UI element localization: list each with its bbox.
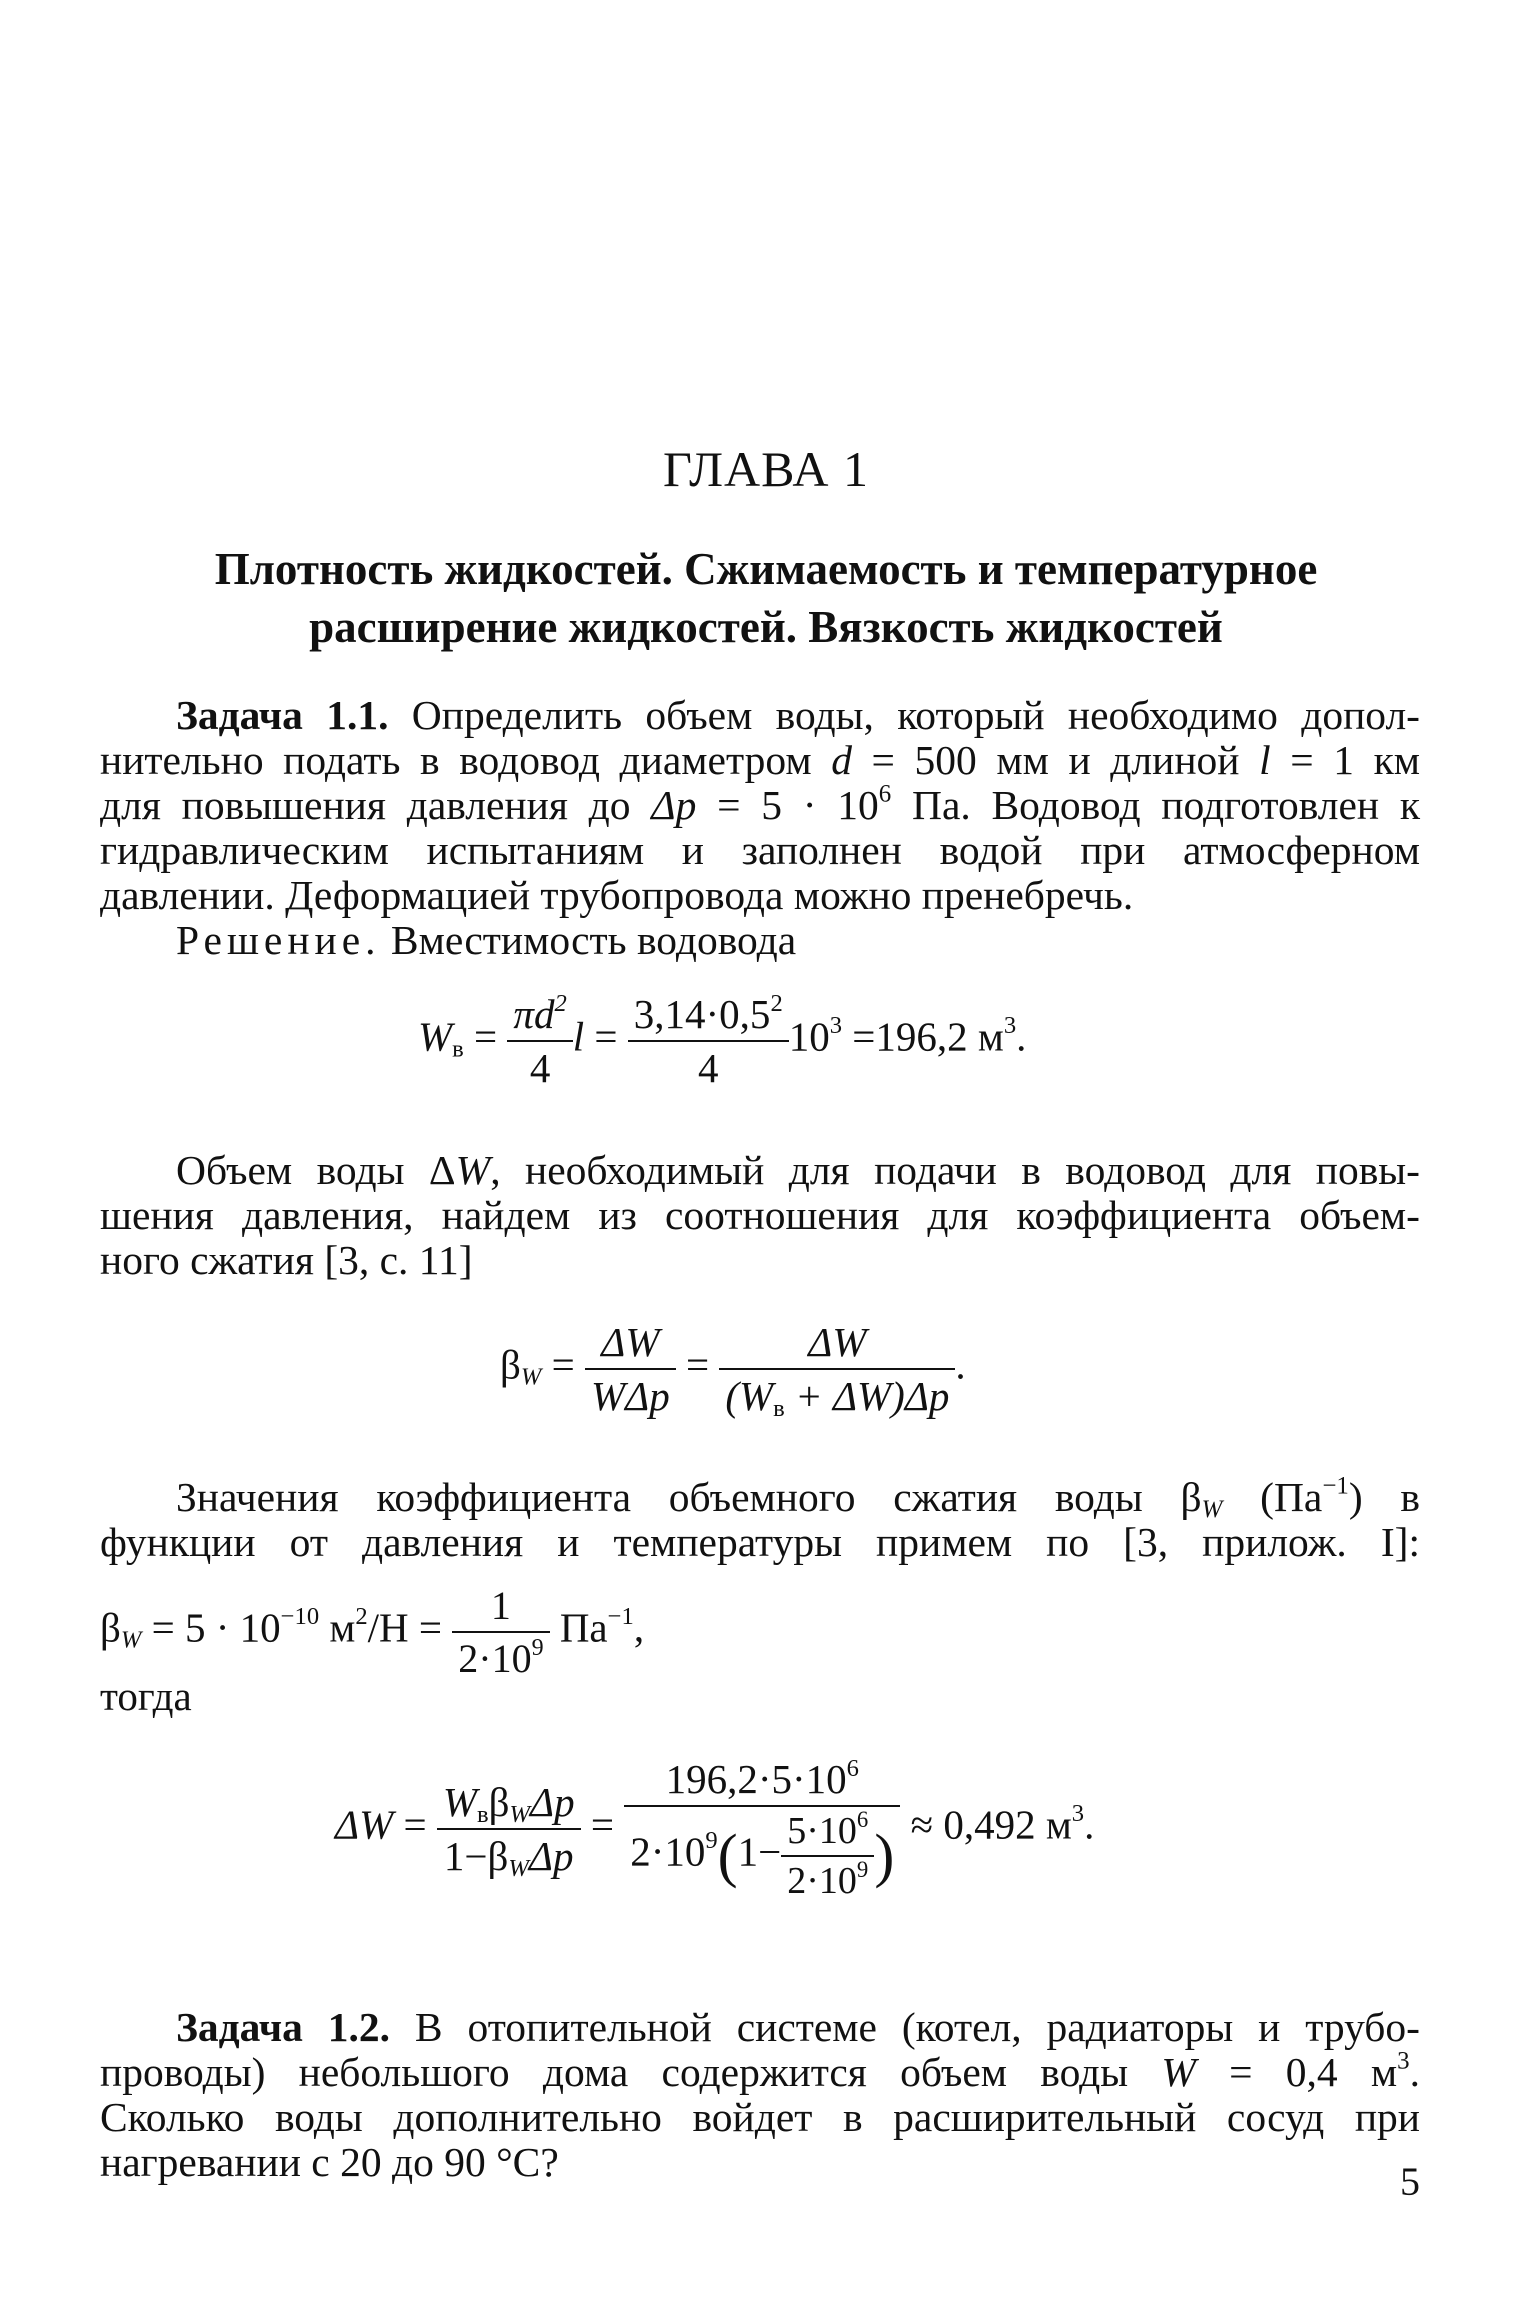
task-1-1-line-3: для повышения давления до $\Delta p = 5 \cdot 10^6$ Па. Водовод подготовлен к [100,780,1420,828]
chapter-title [100,540,1432,656]
coefficient-value-line: $\beta_W = 5 \cdot 10^{-10}$ $м^2/Н$ = $\frac{1}{2\cdot 10^9}$ $Па^{-1}$, [100,1583,645,1681]
paragraph-coefficient [100,1472,1421,1565]
fraction-one-over-2e9: $\frac{1}{2\cdot 10^9}$ [452,1582,549,1682]
task-1-2-label: Задача 1.2. [176,2004,391,2050]
task-1-1-label: Задача 1.1. [176,692,389,738]
page-number: 5 [1400,2159,1420,2204]
task-1-2-paragraph [100,2005,1420,2185]
then-word: тогда [100,1673,192,1719]
paragraph-delta-w-line-2: шения давления, найдем из соотношения для коэффициента объем- [100,1192,1420,1238]
task-1-2-line-2: проводы) небольшого дома содержится объем воды W = 0,4 $м^3$. [100,2047,1420,2095]
fraction-numeric-result: $196,2\cdot 5\cdot 10^6$ $2\cdot 10^9(1-$ $\frac{5\cdot 10^6}{2\cdot 10^9}$ ) [624,1755,900,1903]
fraction-inner: $\frac{5\cdot 10^6}{2\cdot 10^9}$ [781,1809,874,1903]
task-1-1-paragraph [100,693,1420,963]
solution-label: Решение. [176,917,381,963]
chapter-title-line-2: расширение жидкостей. Вязкость жидкостей [309,602,1223,652]
paragraph-delta-w-line-3: ного сжатия [3, с. 11] [100,1237,473,1283]
fraction-pi-d2-over-4: $\frac{\pi d^2}{4}$ [507,990,572,1092]
task-1-1-line-4: гидравлическим испытаниям и заполнен водой при атмосферном [100,827,1420,873]
task-1-2-line-3: Сколько воды дополнительно войдет в расширительный сосуд при [100,2094,1420,2140]
fraction-symbolic: $\frac{W_в\beta_W\Delta p}{1-\beta_W\Delta p}$ [437,1778,581,1880]
paragraph-delta-w [100,1148,1420,1283]
task-1-1-line-2: нительно подать в водовод диаметром d = 500 мм и длиной l = 1 км [100,737,1421,783]
paragraph-coefficient-line-2: функции от давления и температуры примем по [3, прилож. I]: [100,1519,1420,1565]
formula-compressibility: $\beta_W$ = $\frac{\Delta W}{\text{WΔp}}$ = $\frac{\Delta W}{(W_в + \Delta W)\Delta p}$ . [500,1319,966,1423]
fraction-dw-over-wdp: $\frac{\Delta W}{\text{WΔp}}$ [585,1318,676,1420]
paragraph-coefficient-line-1: Значения коэффициента объемного сжатия воды $\beta_W$ $(Па^{-1})$ в [176,1472,1421,1524]
formula-volume: $W_в$ = $\frac{\pi d^2}{4}$ l = $\frac{3,14\cdot 0,5^2}{4}$ $10^3 =196,2$ $м^3$. [418,989,1027,1091]
solution-line: Решение. Вместимость водовода [176,917,797,963]
chapter-heading: ГЛАВА 1 [663,441,869,497]
task-1-2-line-4: нагревании с 20 до 90 °С? [100,2139,559,2185]
task-1-2-line-1: Задача 1.2. В отопительной системе (котел, радиаторы и трубо- [176,2004,1420,2050]
paragraph-delta-w-line-1: Объем воды ΔW, необходимый для подачи в водовод для повы- [176,1147,1420,1193]
chapter-title-line-1: Плотность жидкостей. Сжимаемость и температурное [214,544,1318,594]
task-1-1-line-5: давлении. Деформацией трубопровода можно пренебречь. [100,872,1134,918]
fraction-dw-over-sum: $\frac{\Delta W}{(W_в + \Delta W)\Delta p}$ [719,1318,955,1420]
formula-delta-w: ΔW = $\frac{W_в\beta_W\Delta p}{1-\beta_W\Delta p}$ = $196,2\cdot 5\cdot 10^6$ $2\cdot 10^9(1-$ $\frac{5\cdot 10^6}{2\cdot 10^9}$ ) ≈ 0,492 $м^3$. [335,1754,1095,1902]
task-1-1-line-1: Задача 1.1. Определить объем воды, который необходимо допол- [176,692,1421,738]
fraction-numeric: $\frac{3,14\cdot 0,5^2}{4}$ [628,990,789,1092]
